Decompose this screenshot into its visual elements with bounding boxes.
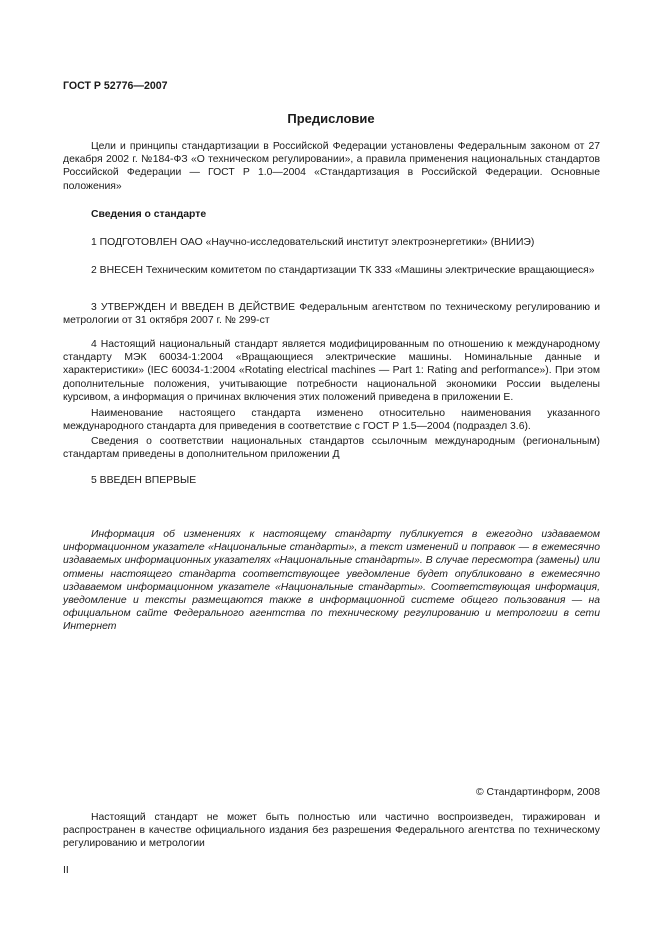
item-4-paragraph: 4 Настоящий национальный стандарт является модифицированным по отношению к международному стандарту МЭК 60034-1:2004 «Вращающиеся электрические машины. Номинальные данные и характеристики» (IEC 60034-1:2004 «Rotating electrical machines — Part 1: Rating and performance»). При этом дополнительные положения, учитывающие потребности национальной экономики России выделены курсивом, а информация о причинах включения этих положений приведена в приложении Е.: [63, 339, 600, 403]
item-4-name-paragraph: Наименование настоящего стандарта изменено относительно наименования указанного международного стандарта для приведения в соответствие с ГОСТ Р 1.5—2004 (подраздел 3.6).: [63, 408, 600, 433]
item-3-paragraph: 3 УТВЕРЖДЕН И ВВЕДЕН В ДЕЙСТВИЕ Федеральным агентством по техническому регулированию и метрологии от 31 октября 2007 г. № 299-ст: [63, 302, 600, 327]
page-number: II: [63, 865, 69, 876]
item-4-references-paragraph: Сведения о соответствии национальных стандартов ссылочным международным (региональным) стандартам приведены в дополнительном приложении Д: [63, 436, 600, 461]
item-2-paragraph: 2 ВНЕСЕН Техническим комитетом по стандартизации ТК 333 «Машины электрические вращающиеся»: [91, 265, 595, 276]
item-1-paragraph: 1 ПОДГОТОВЛЕН ОАО «Научно-исследовательский институт электроэнергетики» (ВНИИЭ): [91, 237, 535, 248]
page-title: Предисловие: [287, 111, 375, 126]
intro-paragraph: Цели и принципы стандартизации в Российской Федерации установлены Федеральным законом от 27 декабря 2002 г. №184-ФЗ «О техническом регулировании», а правила применения национальных стандартов Российской Федерации — ГОСТ Р 1.0—2004 «Стандартизация в Российской Федерации. Основные положения»: [63, 141, 600, 192]
copyright-notice: © Стандартинформ, 2008: [475, 787, 600, 798]
section-heading: Сведения о стандарте: [91, 209, 207, 220]
item-5-paragraph: 5 ВВЕДЕН ВПЕРВЫЕ: [91, 475, 197, 486]
changes-notice-paragraph: Информация об изменениях к настоящему стандарту публикуется в ежегодно издаваемом информационном указателе «Национальные стандарты», а текст изменений и поправок — в ежемесячно издаваемых информационных указателях «Национальные стандарты». В случае пересмотра (замены) или отмены настоящего стандарта соответствующее уведомление будет опубликовано в ежемесячно издаваемом информационном указателе «Национальные стандарты». Соответствующая информация, уведомление и тексты размещаются также в информационной системе общего пользования — на официальном сайте Федерального агентства по техническому регулированию и метрологии в сети Интернет: [63, 529, 600, 633]
standard-code-header: ГОСТ Р 52776—2007: [63, 80, 168, 92]
reproduction-notice-paragraph: Настоящий стандарт не может быть полностью или частично воспроизведен, тиражирован и распространен в качестве официального издания без разрешения Федерального агентства по техническому регулированию и метрологии: [63, 812, 600, 850]
